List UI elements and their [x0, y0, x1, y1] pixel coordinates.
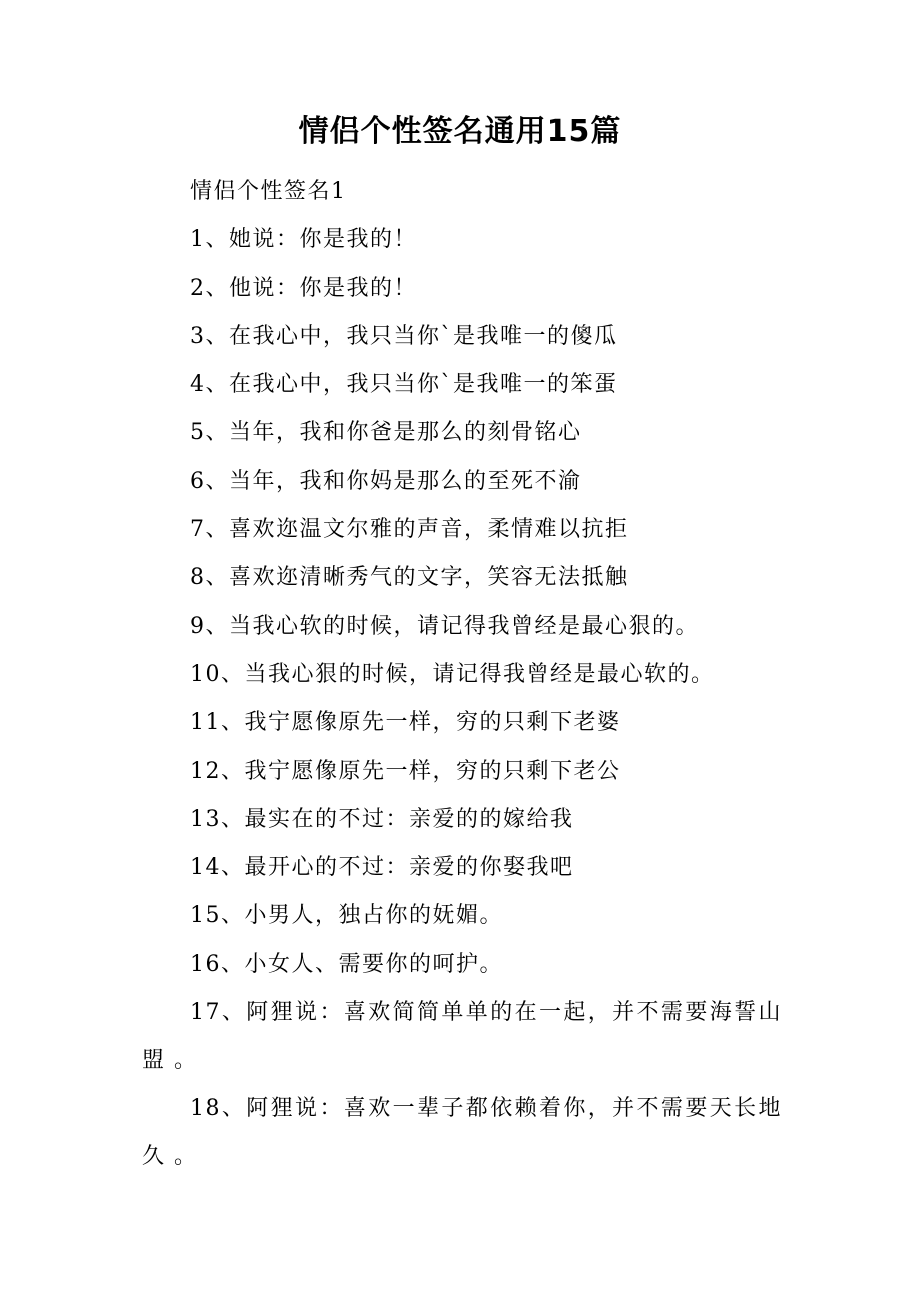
- signature-item: 4、在我心中，我只当你`是我唯一的笨蛋: [190, 372, 618, 398]
- document-body: [142, 168, 782, 1181]
- signature-item: 7、喜欢迩温文尔雅的声音，柔情难以抗拒: [190, 517, 629, 543]
- signature-item: 10、当我心狠的时候，请记得我曾经是最心软的。: [190, 661, 715, 687]
- section-heading: 情侣个性签名1: [190, 179, 347, 204]
- document-title: 情侣个性签名通用15篇: [298, 114, 622, 149]
- signature-item: 1、她说：你是我的！: [190, 227, 417, 253]
- signature-item: 9、当我心软的时候，请记得我曾经是最心狠的。: [190, 613, 699, 639]
- signature-item: 12、我宁愿像原先一样，穷的只剩下老公: [190, 758, 621, 784]
- signature-item: 13、最实在的不过：亲爱的的嫁给我: [190, 806, 574, 832]
- signature-item: 17、阿狸说：喜欢简简单单的在一起，并不需要海誓山盟 。: [142, 1000, 782, 1074]
- signature-item: 8、喜欢迩清晰秀气的文字，笑容无法抵触: [190, 565, 629, 591]
- signature-item: 11、我宁愿像原先一样，穷的只剩下老婆: [190, 710, 621, 736]
- signature-item: 18、阿狸说：喜欢一辈子都依赖着你，并不需要天长地久 。: [142, 1096, 782, 1170]
- signature-item: 2、他说：你是我的！: [190, 275, 417, 301]
- signature-item: 3、在我心中，我只当你`是我唯一的傻瓜: [190, 323, 618, 349]
- signature-item: 14、最开心的不过：亲爱的你娶我吧: [190, 855, 574, 881]
- signature-item: 16、小女人、需要你的呵护。: [190, 951, 503, 977]
- signature-item: 6、当年，我和你妈是那么的至死不渝: [190, 468, 582, 494]
- signature-item: 15、小男人，独占你的妩媚。: [190, 903, 503, 929]
- signature-item: 5、当年，我和你爸是那么的刻骨铭心: [190, 420, 582, 446]
